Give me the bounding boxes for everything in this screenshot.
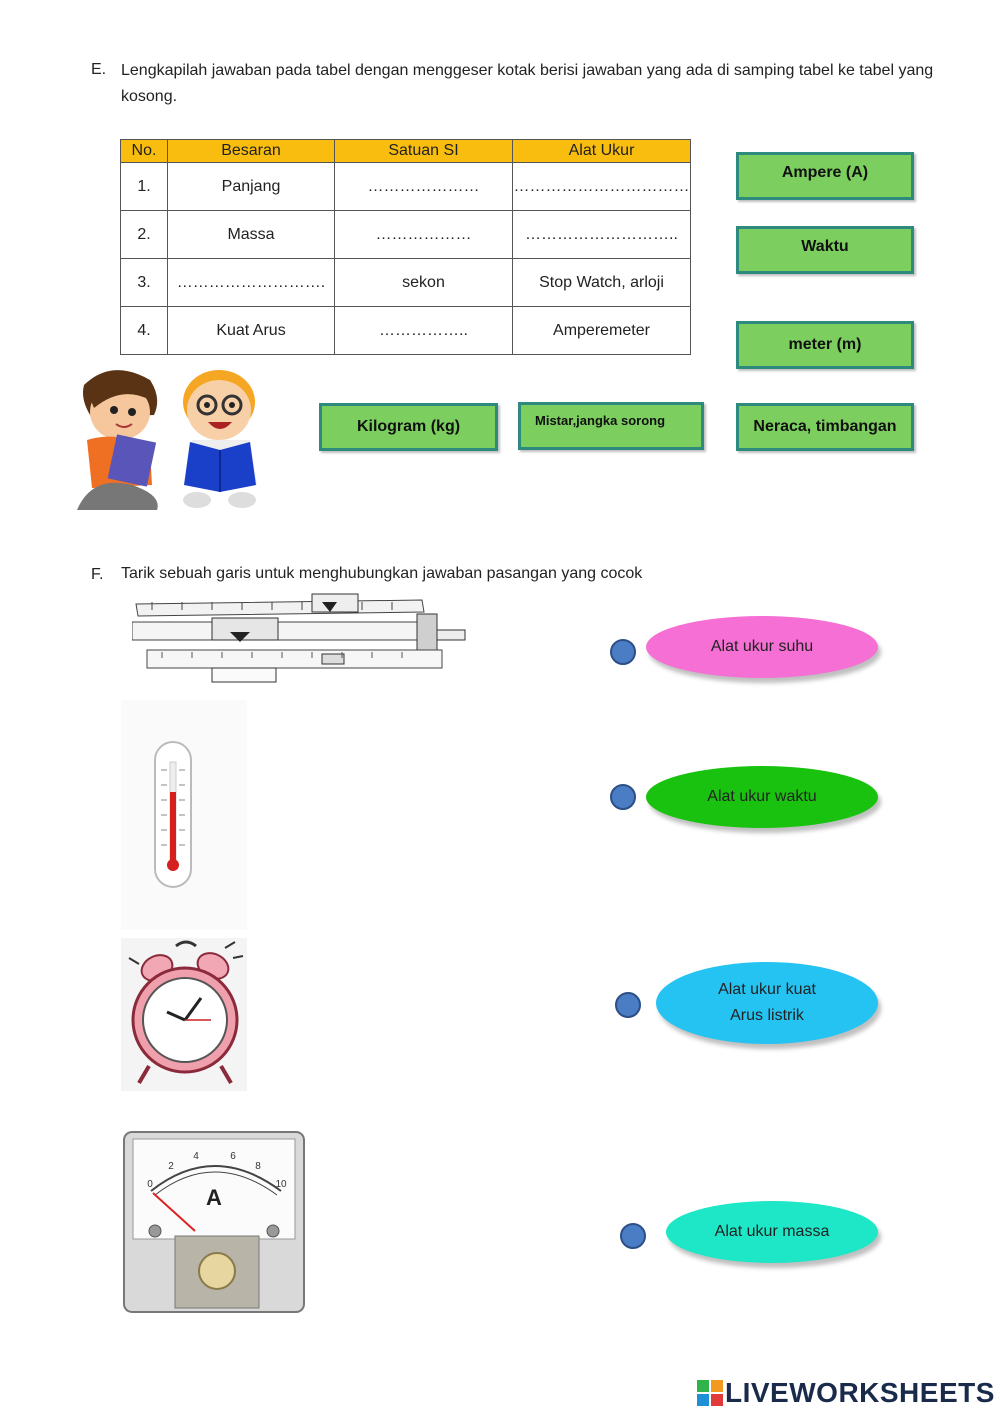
- answer-box-kilogram[interactable]: Kilogram (kg): [319, 403, 498, 451]
- drop-slot-satuan[interactable]: ………………: [335, 211, 513, 259]
- scale-label-6: 6: [230, 1151, 236, 1162]
- scale-label-8: 8: [255, 1161, 261, 1172]
- connector-dot-waktu[interactable]: [610, 784, 636, 810]
- section-e-instruction: Lengkapilah jawaban pada tabel dengan menggeser kotak berisi jawaban yang ada di samping tabel ke tabel yang kosong.: [121, 62, 934, 105]
- cell-besaran: Panjang: [168, 163, 335, 211]
- scale-label-10: 10: [275, 1179, 287, 1190]
- answer-box-ampere[interactable]: Ampere (A): [736, 152, 914, 200]
- scale-label-0: 0: [147, 1179, 153, 1190]
- header-besaran: Besaran: [168, 140, 335, 163]
- oval-label-line1: Alat ukur kuat: [718, 981, 816, 998]
- target-oval-suhu[interactable]: [646, 616, 878, 678]
- table-header-row: [121, 140, 691, 163]
- answer-box-waktu[interactable]: Waktu: [736, 226, 914, 274]
- answer-box-meter[interactable]: meter (m): [736, 321, 914, 369]
- connector-dot-arus[interactable]: [615, 992, 641, 1018]
- target-oval-arus[interactable]: [656, 962, 878, 1044]
- ammeter-unit-label: A: [206, 1185, 222, 1210]
- boy-reading-icon: [77, 370, 158, 510]
- connector-dot-massa[interactable]: [620, 1223, 646, 1249]
- oval-label: Alat ukur massa: [714, 1223, 830, 1240]
- header-satuan: Satuan SI: [335, 140, 513, 163]
- table-row: [121, 259, 691, 307]
- cell-no: 2.: [121, 211, 168, 259]
- logo-grid-icon: [697, 1380, 723, 1406]
- scale-label-2: 2: [168, 1161, 174, 1172]
- section-f-instruction: Tarik sebuah garis untuk menghubungkan jawaban pasangan yang cocok: [121, 565, 643, 582]
- oval-label: Alat ukur suhu: [710, 638, 814, 655]
- target-oval-massa[interactable]: [666, 1201, 878, 1263]
- table-row: [121, 307, 691, 355]
- drop-slot-besaran[interactable]: ……………………….: [168, 259, 335, 307]
- logo-text: LIVEWORKSHEETS: [725, 1377, 995, 1408]
- cell-no: 1.: [121, 163, 168, 211]
- alarm-clock-image: [121, 938, 247, 1091]
- answer-box-neraca[interactable]: Neraca, timbangan: [736, 403, 914, 451]
- connector-dot-suhu[interactable]: [610, 639, 636, 665]
- drop-slot-alat[interactable]: ………………………..: [513, 211, 691, 259]
- boy-glasses-reading-icon: [183, 370, 257, 508]
- cell-no: 3.: [121, 259, 168, 307]
- kids-reading-illustration: [72, 360, 277, 515]
- section-e-letter: E.: [91, 61, 107, 78]
- cell-besaran: Kuat Arus: [168, 307, 335, 355]
- liveworksheets-logo: [697, 1377, 995, 1409]
- cell-satuan: sekon: [335, 259, 513, 307]
- oval-label: Alat ukur waktu: [707, 788, 817, 805]
- oval-label-line2: Arus listrik: [730, 1007, 804, 1024]
- scale-label-4: 4: [193, 1151, 199, 1162]
- vernier-caliper-image: [132, 592, 468, 690]
- cell-alat: Stop Watch, arloji: [513, 259, 691, 307]
- thermometer-image: [121, 700, 247, 930]
- section-f-letter: F.: [91, 566, 104, 583]
- measurement-table: [120, 139, 691, 355]
- cell-no: 4.: [121, 307, 168, 355]
- target-oval-waktu[interactable]: [646, 766, 878, 828]
- header-alat-ukur: Alat Ukur: [513, 140, 691, 163]
- table-row: [121, 211, 691, 259]
- drop-slot-satuan[interactable]: …………………: [335, 163, 513, 211]
- header-no: No.: [121, 140, 168, 163]
- ammeter-image: [123, 1131, 305, 1313]
- drop-slot-alat[interactable]: ……………………………: [513, 163, 691, 211]
- table-row: [121, 163, 691, 211]
- cell-besaran: Massa: [168, 211, 335, 259]
- drop-slot-satuan[interactable]: ……………..: [335, 307, 513, 355]
- answer-box-mistar[interactable]: Mistar,jangka sorong: [518, 402, 704, 450]
- cell-alat: Amperemeter: [513, 307, 691, 355]
